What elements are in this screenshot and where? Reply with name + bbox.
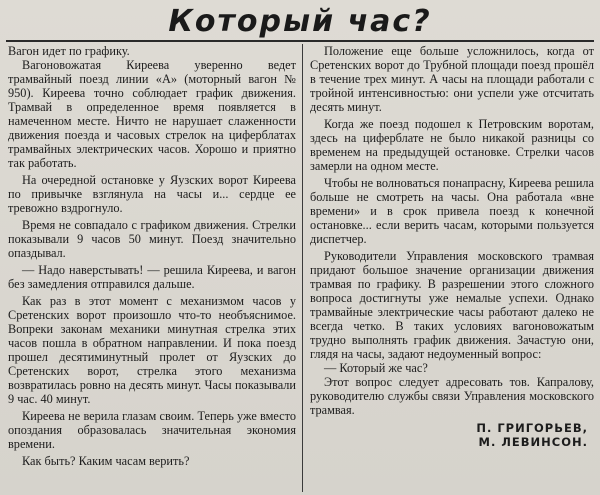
paragraph: Вагоновожатая Киреева уверенно ведет трамвайный поезд линии «А» (моторный вагон № 950). Киреева точно соблюдает график движения. Трамвай в определенное время появляется в намеченном месте. Ничто не нарушает слаженности движения поезда и часовых стрелок на циферблатах трамвайных электрических часов. Хорошо и приятно так работать. [8, 58, 296, 170]
left-column [8, 44, 296, 468]
paragraph: Когда же поезд подошел к Петровским воротам, здесь на циферблате не было никакой разницы со временем на предыдущей остановке. Стрелки часов замерли на одном месте. [310, 117, 594, 173]
paragraph: Как быть? Каким часам верить? [22, 454, 190, 468]
paragraph: Этот вопрос следует адресовать тов. Капралову, руководителю службы связи Управления московского трамвая. [310, 375, 594, 417]
paragraph: Руководители Управления московского трамвая придают большое значение организации движения трамвая по графику. В разрешении этого сложного вопроса достигнуты уже немалые успехи. Однако трамвайные электрические часы работают далеко не всегда четко. В таких условиях вагоновожатым трудно выполнять график движения. Зачастую они, глядя на часы, задают недоуменный вопрос: [310, 249, 594, 361]
paragraph: На очередной остановке у Яузских ворот Киреева по привычке взглянула на часы и... сердце ее тревожно вздрогнуло. [8, 173, 296, 215]
article-headline: Который час? [168, 4, 432, 39]
paragraph: — Надо наверстывать! — решила Киреева, и вагон без замедления отправился дальше. [8, 263, 296, 291]
right-column [310, 44, 594, 449]
author-signature: П. ГРИГОРЬЕВ, [476, 421, 588, 435]
paragraph: Как раз в этот момент с механизмом часов у Сретенских ворот произошло что-то необъяснимое. Вопреки законам механики минутная стрелка этих часов пошла в обратном направлении. И пока поезд прошел десятиминутный пролет от Яузских до Сретенских ворот, стрелка этого механизма возвратилась ровно на десять минут. Часы показывали 9 час. 40 минут. [8, 294, 296, 406]
paragraph: Киреева не верила глазам своим. Теперь уже вместо опоздания образовалась значительная экономия времени. [8, 409, 296, 451]
paragraph: Положение еще больше усложнилось, когда от Сретенских ворот до Трубной площади поезд прошёл в течение трех минут. А часы на площади работали с тройной интенсивностью: они успели уже отсчитать десять минут. [310, 44, 594, 114]
paragraph: Вагон идет по графику. [8, 44, 130, 58]
paragraph: Чтобы не волноваться понапрасну, Киреева решила больше не смотреть на часы. Она работала «вне времени» и в срок привела поезд к конечной остановке... если верить часам, которыми пользуется диспетчер. [310, 176, 594, 246]
column-divider [302, 44, 303, 492]
paragraph: Время не совпадало с графиком движения. Стрелки показывали 9 часов 50 минут. Поезд значительно опаздывал. [8, 218, 296, 260]
headline-rule [6, 40, 594, 42]
author-signature: М. ЛЕВИНСОН. [478, 435, 588, 449]
paragraph: — Который же час? [324, 361, 428, 375]
